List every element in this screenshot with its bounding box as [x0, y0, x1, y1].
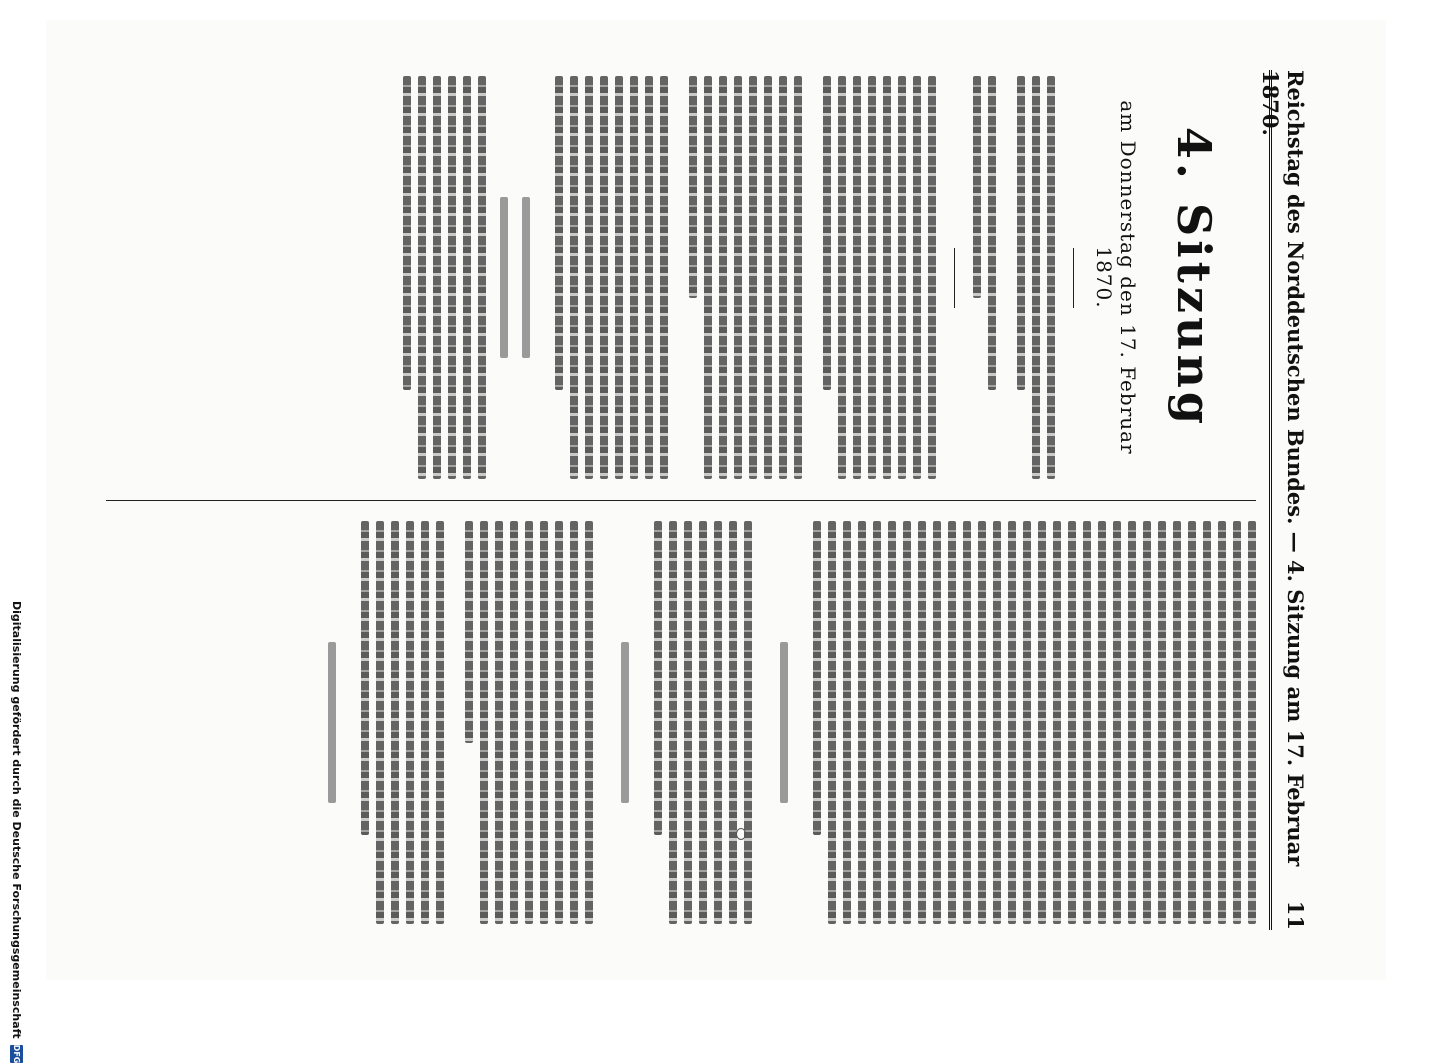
column-divider	[106, 500, 1256, 501]
dfg-logo-icon: DFG	[12, 1044, 22, 1063]
running-header	[1258, 70, 1308, 930]
divider-rule	[954, 248, 955, 308]
session-date: am Donnerstag den 17. Februar 1870.	[1092, 100, 1140, 455]
body-text-left	[403, 70, 1055, 485]
centered-stage-direction	[328, 642, 336, 803]
right-column	[106, 515, 1256, 930]
document-page	[46, 20, 1386, 980]
credit-text: Digitalisierung gefördert durch die Deutsche Forschungsgemeinschaft	[10, 601, 24, 1039]
left-column	[106, 70, 1256, 485]
session-title: 4. Sitzung	[1167, 126, 1221, 429]
page-number: 11	[1283, 900, 1308, 930]
body-text-right	[328, 515, 1256, 930]
header-rule	[1269, 70, 1272, 930]
page-mark	[736, 828, 746, 840]
centered-stage-direction	[500, 197, 508, 358]
centered-stage-direction	[522, 197, 530, 358]
digitization-credit	[9, 601, 25, 1063]
centered-stage-direction	[780, 642, 788, 803]
divider-rule	[1073, 248, 1074, 308]
centered-stage-direction	[621, 642, 629, 803]
running-title: Reichstag des Norddeutschen Bundes. — 4. Sitzung am 17. Februar 1870.	[1258, 70, 1308, 867]
